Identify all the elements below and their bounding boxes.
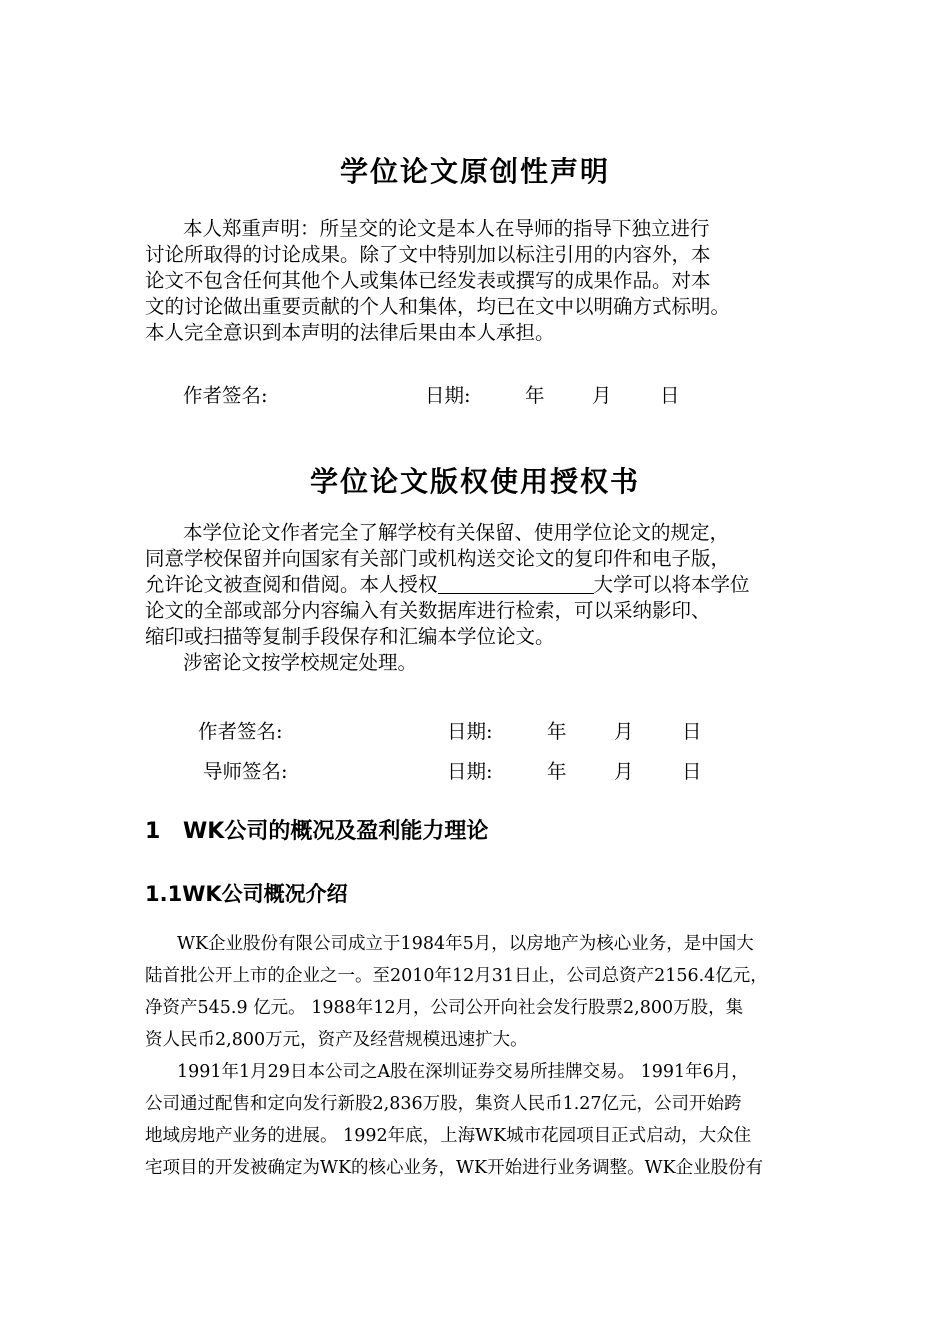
authorization-line-after-blank: 大学可以将本学位 — [593, 573, 750, 596]
declaration-line: 讨论所取得的讨论成果。除了文中特别加以标注引用的内容外，本 — [145, 243, 711, 266]
year-label: 年 — [547, 760, 567, 783]
section-heading: 1.1WK公司概况介绍 — [145, 882, 348, 906]
advisor-sign-label: 导师签名: — [203, 760, 288, 783]
declaration-line: 本人完全意识到本声明的法律后果由本人承担。 — [145, 321, 555, 344]
authorization-line: 本学位论文作者完全了解学校有关保留、使用学位论文的规定， — [183, 521, 730, 544]
authorization-line: 同意学校保留并向国家有关部门或机构送交论文的复印件和电子版， — [145, 547, 731, 570]
authorization-title: 学位论文版权使用授权书 — [309, 465, 640, 498]
chapter-number: 1 — [145, 819, 161, 844]
body-text — [145, 928, 825, 1184]
month-label: 月 — [614, 760, 634, 783]
day-label: 日 — [682, 720, 702, 743]
body-line: 宅项目的开发被确定为WK的核心业务，WK开始进行业务调整。WK企业股份有 — [145, 1158, 764, 1178]
body-line: 公司通过配售和定向发行新股2,836万股，集资人民币1.27亿元，公司开始跨 — [145, 1094, 742, 1114]
authorization-author-signature-row — [0, 716, 950, 742]
day-label: 日 — [682, 760, 702, 783]
day-label: 日 — [660, 384, 680, 407]
authorization-line: 论文的全部或部分内容编入有关数据库进行检索，可以采纳影印、 — [145, 599, 711, 622]
authorization-line — [145, 572, 825, 598]
body-line: 地域房地产业务的进展。 1992年底，上海WK城市花园项目正式启动，大众住 — [145, 1126, 752, 1146]
body-line: 净资产545.9 亿元。 1988年12月，公司公开向社会发行股票2,800万股，集 — [145, 998, 744, 1018]
declaration-line: 论文不包含任何其他个人或集体已经发表或撰写的成果作品。对本 — [145, 269, 711, 292]
university-name-blank — [438, 573, 594, 594]
author-sign-label: 作者签名: — [198, 720, 283, 743]
declaration-signature-row — [0, 380, 950, 406]
body-line: WK企业股份有限公司成立于1984年5月，以房地产为核心业务，是中国大 — [177, 934, 754, 954]
chapter-heading — [145, 814, 488, 845]
year-label: 年 — [525, 384, 545, 407]
date-label: 日期: — [447, 720, 493, 743]
author-sign-label: 作者签名: — [183, 384, 268, 407]
date-label: 日期: — [447, 760, 493, 783]
authorization-line: 缩印或扫描等复制手段保存和汇编本学位论文。 — [145, 625, 555, 648]
declaration-line: 文的讨论做出重要贡献的个人和集体，均已在文中以明确方式标明。 — [145, 295, 731, 318]
year-label: 年 — [547, 720, 567, 743]
body-line: 陆首批公开上市的企业之一。至2010年12月31日止，公司总资产2156.4亿元， — [145, 966, 768, 986]
declaration-paragraph — [145, 216, 825, 346]
month-label: 月 — [614, 720, 634, 743]
date-label: 日期: — [425, 384, 471, 407]
authorization-advisor-signature-row — [0, 756, 950, 782]
authorization-paragraph — [145, 520, 825, 676]
authorization-line-before-blank: 允许论文被查阅和借阅。本人授权 — [145, 573, 438, 596]
authorization-line: 涉密论文按学校规定处理。 — [183, 651, 418, 674]
declaration-title: 学位论文原创性声明 — [339, 155, 610, 188]
month-label: 月 — [592, 384, 612, 407]
body-line: 资人民币2,800万元，资产及经营规模迅速扩大。 — [145, 1030, 528, 1050]
declaration-line: 本人郑重声明：所呈交的论文是本人在导师的指导下独立进行 — [183, 217, 710, 240]
body-line: 1991年1月29日本公司之A股在深圳证券交易所挂牌交易。 1991年6月， — [177, 1062, 749, 1082]
chapter-title: WK公司的概况及盈利能力理论 — [183, 819, 489, 844]
